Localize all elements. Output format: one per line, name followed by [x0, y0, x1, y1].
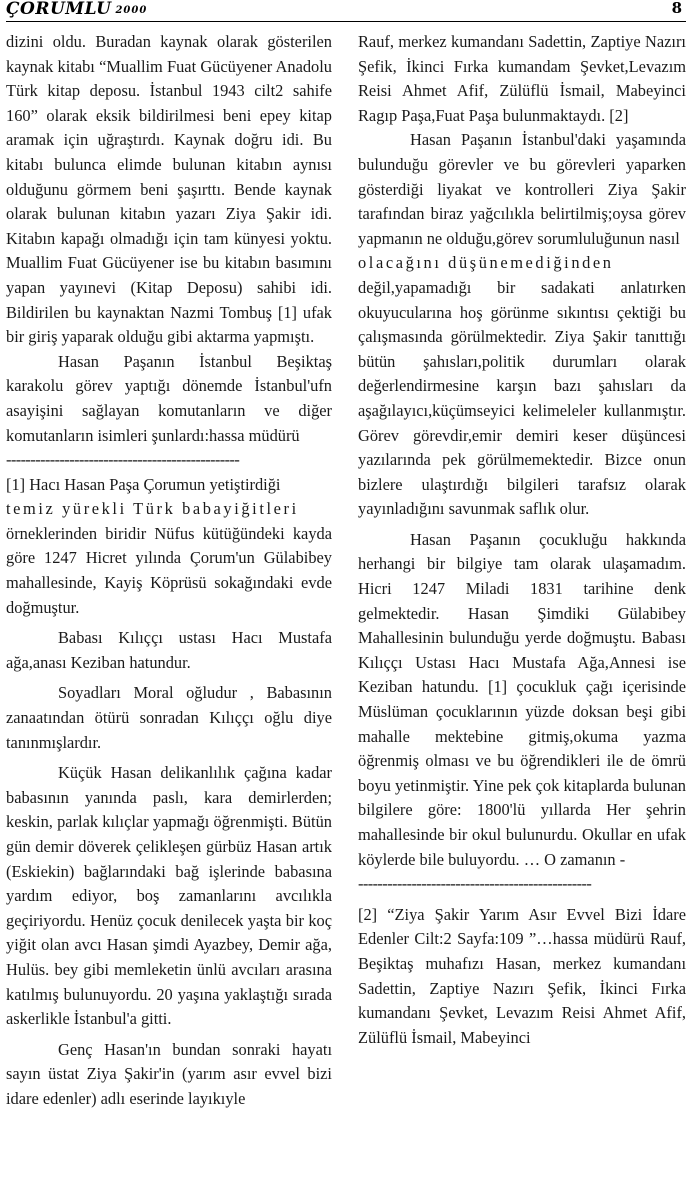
- footnote-divider-right: ------------------------------------------------: [358, 874, 592, 894]
- page-header: [6, 0, 686, 22]
- left-paragraph-4: Soyadları Moral oğludur , Babasının zanaatından ötürü sonradan Kılıççı oğlu diye tanınmışlardır.: [6, 683, 332, 752]
- footnote-1-rest: örneklerinden biridir Nüfus kütüğündeki kayda göre 1247 Hicret yılında Çorum'un Gülabibey mahallesinde, Kayiş Köprüsü sokağındaki evde doğmuştur.: [6, 523, 332, 617]
- footnote-divider-left: ------------------------------------------------: [6, 450, 240, 470]
- footnote-1-line-1: [1] Hacı Hasan Paşa Çorumun yetiştirdiği: [6, 474, 281, 494]
- right-paragraph-2-spaced-line: olacağını düşünemediğinden: [358, 253, 614, 273]
- left-paragraph-2: Hasan Paşanın İstanbul Beşiktaş karakolu görev yaptığı dönemde İstanbul'ufn asayişini sağlayan komutanların ve diğer komutanların isimleri şunlardı:hassa müdürü: [6, 351, 332, 445]
- footnote-2: [2] “Ziya Şakir Yarım Asır Evvel Bizi İdare Edenler Cilt:2 Sayfa:109 ”…hassa müdürü Rauf, Beşiktaş muhafızı Hasan, merkez kumandanı Sadettin, Zaptiye Nazırı Şefik, İkinci Fırka kumandanı Şevket, Levazım Reisi Ahmet Afif, Zülüflü İsmail, Mabeyinci: [358, 904, 686, 1047]
- right-paragraph-2-start: Hasan Paşanın İstanbul'daki yaşamında bulunduğu görevler ve bu görevleri yaparken gösterdiği liyakat ve kontrolleri Ziya Şakir tarafından biraz yağcılıkla belirtilmiş;oysa görev yapmanın ne olduğu,görev sorumluluğunun nasıl: [358, 130, 686, 248]
- logo-year: 2000: [115, 5, 148, 16]
- right-column: [358, 30, 686, 1050]
- logo-title: ÇORUMLU: [6, 0, 112, 19]
- right-paragraph-3: Hasan Paşanın çocukluğu hakkında herhangi bir bilgiye tam olarak ulaşamadım. Hicri 1247 Miladi 1831 tarihine denk gelmektedir. Hasan Şimdiki Gülabibey Mahallesinin bulunduğu yerde doğmuştu. Babası Kılıççı Ustası Hacı Mustafa Ağa,Annesi ise Keziban hatundu. [1] çocukluk çağı içerisinde Müslüman çocuklarının yüzde doksan beşi gibi mahalle mektebine gitmiş,okuma yazma öğrenmiş olması ve bu öğrendikleri ile de ömrü boyu yetinmiştir. Yine pek çok kitaplarda bulunan bilgilere göre: 1800'lü yıllarda Her şehrin mahallesinde bir okul bulunurdu. Okullar en ufak köylerde bile buluyordu. … O zamanın -: [358, 529, 686, 869]
- page-number: 8: [671, 0, 682, 17]
- right-paragraph-1: Rauf, merkez kumandanı Sadettin, Zaptiye Nazırı Şefik, İkinci Fırka kumandam Şevket,Levazım Reisi Ahmet Afif, Zülüflü İsmail, Mabeyinci Ragıp Paşa,Fuat Paşa bulunmaktaydı. [2]: [358, 32, 686, 125]
- left-paragraph-6: Genç Hasan'ın bundan sonraki hayatı sayın üstat Ziya Şakir'in (yarım asır evvel bizi idare edenler) adlı eserinde layıkıyle: [6, 1039, 332, 1108]
- left-column: [6, 30, 332, 1112]
- left-paragraph-3: Babası Kılıççı ustası Hacı Mustafa ağa,anası Keziban hatundur.: [6, 628, 332, 672]
- left-paragraph-1: dizini oldu. Buradan kaynak olarak gösterilen kaynak kitabı “Muallim Fuat Gücüyener Anadolu Türk kitap deposu. İstanbul 1943 cilt2 sahife 160” olarak eksik bildirilmesi beni epey kitap aramak için uğraştırdı. Kaynak doğru idi. Bu kitabı bulunca elimde bulunan kitabın aynısı olduğunu görmem beni şaşırttı. Bende kaynak olarak bulunan kitabın yazarı Ziya Şakir idi. Kitabın kapağı olmadığı için tam künyesi yoktu. Muallim Fuat Gücüyener ise bu kitabın basımını yapan yayınevi (Kitap Deposu) sahibi idi. Bildirilen bu kaynaktan Nazmi Tombuş [1] ufak bir giriş yaparak olduğu gibi aktarma yapmıştı.: [6, 32, 332, 347]
- left-paragraph-5: Küçük Hasan delikanlılık çağına kadar babasının yanında paslı, kara demirlerden; keskin, parlak kılıçlar yapmağı öğrenmişti. Bütün gün demir döverek çelikleşen gürbüz Hasan artık (Eskiekin) bağlarındaki bağ işlerinde babasına yardım ediyor, boş zamanlarını avcılıkla geçiriyordu. Henüz çocuk denilecek yaşta bir koç yiğit olan avcı Hasan şimdi Ayazbey, Demir ağa, Hulüs. bey gibi memleketin ünlü avcıları arasına katılmış bulunuyordu. 20 yaşına yaklaştığı sırada askerlikle İstanbul'a gitti.: [6, 763, 332, 1029]
- right-paragraph-2-end: değil,yapamadığı bir sadakati anlatırken okuyucularına hoş görünme sıkıntısı çektiği bu çalışmasında görülmektedir. Ziya Şakir tanıttığı bütün şahısları,politik durumları olarak değerlendirmesine karşın bazı şahısları da aşağılayıcı,küçümseyici kelimeleler kullanmıştır. Görev görevdir,emir demiri keser düşüncesi yazılarında pek görülmemektedir. Bizce onun bizlere ulaştırdığı bilgileri tarafsız olarak yayınladığını savunmak saflık olur.: [358, 277, 686, 519]
- newspaper-logo: [6, 0, 147, 19]
- footnote-1-line-2: temiz yürekli Türk babayiğitleri: [6, 499, 299, 519]
